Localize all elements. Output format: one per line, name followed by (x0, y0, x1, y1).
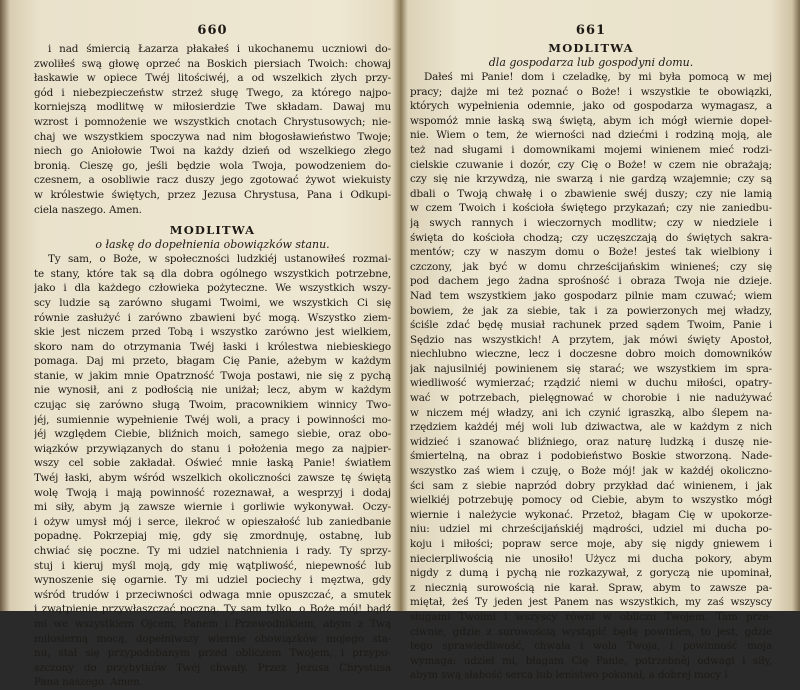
text-line: skoro nam do otrzymania Twéj łaski i królestwa niebieskiego (34, 340, 391, 353)
text-line: mentów; czy w naszym domu o Boże! jesteś tak wielbiony i (410, 246, 772, 259)
text-line: stanie, w jakim mnie Opatrzność Twoja postawi, nie się z pychą (34, 369, 391, 382)
text-line: czczony, jak być w domu chrześcijańskim winieneś; czy się (410, 260, 772, 273)
text-line: niecierpliwością nie unosiło! Użycz mi ducha pokory, abym (410, 552, 772, 565)
text-line: czując się zarówno sługą Twoim, pracownikiem winnicy Two- (34, 399, 391, 412)
text-line: Nad tem wszystkiem jako gospodarz pilnie mam czuwać; wiem (410, 289, 772, 302)
text-line: rzędziem każdéj méj woli lub dziwactwa, ale w każdym z nich (410, 421, 772, 434)
text-line: pod dachem jego żadna sprośność i obraza Twoja nie dzieje. (410, 275, 772, 288)
text-line: i ożyw umysł mój i serce, ilekroć w opieszałość lub zaniedbanie (34, 515, 391, 528)
text-line: popadnę. Pokrzepiaj mię, gdy się zmordnuję, ostabnę, lub (34, 530, 391, 543)
text-line: jéj względem Ciebie, bliźnich moich, samego siebie, oraz obo- (34, 428, 391, 441)
text-line: wać w potrzebach, pielęgnować w chorobie i nie nadużywać (410, 392, 772, 405)
prayer-paragraph (410, 70, 772, 683)
text-line: wynoszenie się ogarnie. Ty mi udziel pociechy i męztwa, gdy (34, 574, 391, 587)
page-number: 661 (575, 23, 607, 38)
text-line: sługami Twoimi i wszyscy równi w obliczu Twojem. Tam prze- (410, 610, 772, 623)
text-line: ściśle zdać będę musiał rachunek przed sądem Twoim, Panie i (410, 319, 772, 332)
text-line: nie wynosił, ani z podłością nie uniżał; lecz, abym w każdym (34, 384, 391, 397)
text-line: wolę Twoją i mają powinność rozeznawał, a wesprzyj i dodaj (34, 486, 391, 499)
text-line: wiernie i należycie wykonać. Przetoż, błagam Cię w upokorze- (410, 508, 772, 521)
text-line: niechlubno wieczne, lecz i doczesne dobro moich domowników (410, 348, 772, 361)
text-line: ciwnie, gdzie z surowością wystąpić będę powinien, to jest, gdzie (410, 625, 772, 638)
text-line: wszy cel sobie zakładał. Oświeć mnie łaską Panie! światłem (34, 457, 391, 470)
text-line: stuj i kieruj myśl moją, gdy mię wątpliwość, niepewność lub (34, 559, 391, 572)
text-line: pracy; dajże mi też poznać o Boże! i wszystkie te obowiązki, (410, 85, 772, 98)
text-line: i nad śmiercią Łazarza płakałeś i ukochanemu uczniowi do- (48, 43, 391, 55)
text-line: niech go Aniołowie Twoi na każdy dzień od wszelkiego złego (34, 145, 391, 158)
text-line: z niecznią surowością nie karał. Spraw, abym to zawsze pa- (410, 581, 772, 594)
text-line: wiązków przywiązanych do stanu i położenia mego za najpier- (34, 442, 391, 455)
text-line: wielkiéj potrzebuję pomocy od Ciebie, abym to wszystko mógł (410, 494, 772, 507)
text-line: gód i niebezpieczeństw strzeż sługę Twego, za którego najpo- (34, 86, 391, 99)
text-line: ją swych rannych i wieczornych modlitw; czy w niedziele i (410, 216, 772, 229)
section-title: MODLITWA (169, 223, 256, 238)
text-line: dbali o Twoją chwałę i o zbawienie swéj duszy; czy nie lamią (410, 187, 772, 200)
section-title: MODLITWA (548, 41, 634, 55)
text-line: scy ludzie są zarówno sługami Twoimi, we wszystkich Ci się (34, 296, 391, 309)
text-line: wymaga: udziel mi, błagam Cię Panie, potrzebnéj odwagi i siły, (410, 654, 772, 667)
text-line: bronią. Cieszę go, jeśli będzie wola Twoja, powodzeniem do- (34, 159, 391, 172)
text-line: bowiem, że jak za siebie, tak i za powierzonych mej władzy, (410, 304, 772, 317)
right-page (410, 0, 772, 682)
text-line: wszystko zaś wiem i czuję, o Boże mój! jak w każdéj okoliczno- (410, 465, 772, 478)
text-line: mi siły, abym ją zawsze wiernie i gorliwie wykonywał. Oczy- (34, 501, 391, 514)
text-line: też nad sługami i domownikami mojemi winienem mieć rodzi- (410, 143, 772, 156)
text-line: korniejszą modlitwę w miłosierdzie Twe składam. Dawaj mu (34, 101, 391, 114)
text-line: skie jest niczem przed Tobą i wszystko zarówno jest wielkiem, (34, 326, 391, 339)
text-line: Pana naszego. Amen. (34, 676, 143, 689)
text-line: nigdy z dumą i pychą nie rozkazywał, z goryczą nie upominał, (410, 567, 772, 580)
text-line: Ty sam, o Boże, w społeczności ludzkiéj ustanowiłeś rozmai- (48, 253, 391, 266)
text-line: nie. Wiem o tem, że wierności nad dziećmi i rodziną moją, ale (410, 129, 772, 142)
text-line: w czem Twoich i kościoła świętego przykazań; czy nie zaniedbu- (410, 202, 772, 215)
text-line: święta do kościoła chodzą; czy uczęszczają do świętych sakra- (410, 231, 772, 244)
text-line: Twéj łaski, abym wśród wszelkich okoliczności zawsze tę świętą (34, 472, 391, 485)
text-line: miłosierną mocą, dopełniwszy wiernie obowiązków mojego sta- (34, 632, 391, 645)
text-line: ciela naszego. Amen. (34, 203, 142, 216)
text-line: i zwątpienie przywłaszczać poczną. Ty sam tylko, o Boże mój! bądź (34, 603, 391, 616)
text-line: wiedliwość wymierzać; rządzić niemi w duchu miłości, opatry- (410, 377, 772, 390)
section-subtitle: o łaskę do dopełnienia obowiązków stanu. (95, 238, 330, 252)
text-line: śmiertelną, na obraz i podobieństwo Boskie stworzoną. Nade- (410, 450, 772, 463)
text-line: zwoliłeś swą głowę oprzeć na Boskich piersiach Twoich: chowaj (34, 57, 391, 70)
left-page (34, 0, 391, 689)
text-line: których wypełnienia odemnie, jako od gospodarza wymagasz, a (410, 100, 772, 113)
section-subtitle: dla gospodarza lub gospodyni domu. (488, 56, 694, 69)
text-line: miętał, żeś Ty jeden jest Panem nas wszystkich, my zaś wszyscy (410, 596, 772, 609)
prayer-paragraph (34, 42, 391, 217)
text-line: chaj we wszystkiem spoczywa nad nim błogosławieństwo Twoje; (34, 130, 391, 143)
text-line: niu: udziel mi chrześcijańskiéj mądrości, udziel mi ducha po- (410, 523, 772, 536)
text-line: w niczem méj władzy, ani ich czynić igraszką, albo ślepem na- (410, 406, 772, 419)
text-line: chwiać się poczne. Ty mi udziel natchnienia i rady. Ty sprzy- (34, 545, 391, 557)
text-line: czesnem, a osobliwie racz duszy jego zgotować żywot wiekuisty (34, 174, 391, 187)
text-line: tego sprawiedliwość, chwała i wola Twoja, i powinność moja (410, 640, 772, 653)
text-line: Dałeś mi Panie! dom i czeladkę, by mi była pomocą w mej (424, 71, 772, 83)
page-number: 660 (197, 23, 228, 38)
text-line: pomaga. Daj mi przeto, błagam Cię Panie, ażebym w każdym (34, 355, 391, 368)
text-line: jako i dla każdego człowieka pożyteczne. We wszystkich wszy- (34, 282, 391, 295)
text-line: równie zasłużyć i zarówno zbawieni być mogą. Wszystko ziem- (34, 311, 391, 324)
text-line: koju i miłości; popraw serce moje, aby się nigdy gniewem i (410, 538, 772, 550)
text-line: czy się nie krzywdzą, nie swarzą i nie gardzą wzajemnie; czy są (410, 173, 772, 186)
text-line: wzrost i pomnożenie we wszystkich cnotach Chrystusowych; nie- (34, 115, 391, 128)
text-line: mi we wszystkiem Ojcem, Panem i Przewodnikiem, abym z Twą (34, 617, 391, 630)
text-line: łaskawie w opiece Twéj litościwéj, a od wszelkich złych przy- (34, 72, 391, 85)
page-body (34, 42, 391, 690)
text-line: wspomóż mnie łaską swą świętą, abym ich mógł wiernie dopeł- (410, 114, 772, 127)
text-line: w królestwie świętych, przez Jezusa Chrystusa, Pana i Odkupi- (34, 188, 391, 201)
prayer-paragraph (34, 252, 391, 690)
text-line: Sędzio nas wszystkich! A przytem, jak mówi święty Apostoł, (410, 333, 772, 346)
text-line: jéj, sumiennie wypełnienie Twéj woli, a pracy i powinności mo- (34, 413, 391, 426)
page-body (410, 41, 772, 683)
text-line: nu, stał się przypodobanym przed obliczem Twojem, i przypu- (34, 647, 391, 660)
text-line: cielskie czuwanie i dozór, czy Cię o Boże! w czem nie obrażają; (410, 158, 772, 171)
text-line: szczony do przybytków Twéj chwały. Przez Jezusa Chrystusa (34, 661, 391, 674)
text-line: ści sam z siebie naprzód dobry przykład dać winienem, i jak (410, 479, 772, 492)
text-line: abym swą słabość serca lub lenistwo pokonał, a dobrej mocy i (410, 669, 728, 682)
text-line: widzieć i szanować bliźniego, oraz naturę ludzką i duszę nie- (410, 435, 772, 448)
text-line: wśród trudów i przeciwności odwaga mnie opuszczać, a smutek (34, 588, 391, 601)
text-line: jak najusilniéj powinienem się starać; we wszystkiem im spra- (410, 362, 772, 375)
text-line: te stany, które tak są dla dobra ogólnego wszystkich potrzebne, (34, 267, 391, 280)
